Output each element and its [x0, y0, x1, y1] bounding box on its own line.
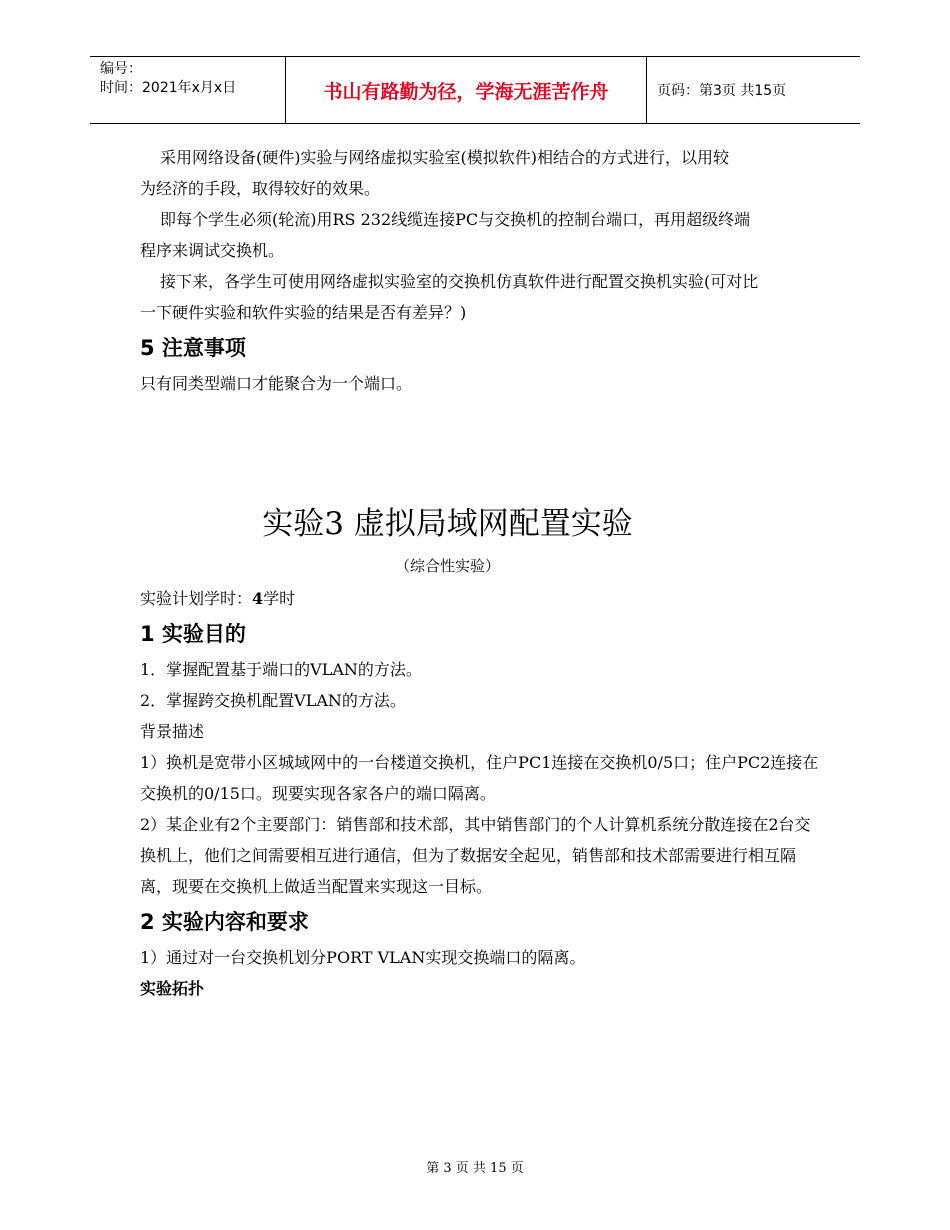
- page-footer: 第 3 页 共 15 页: [426, 1161, 524, 1176]
- hours-unit: 学时: [263, 589, 296, 608]
- section-1-title: 1 实验目的: [140, 622, 246, 646]
- experiment-title: 实验3 虚拟局域网配置实验: [262, 506, 633, 542]
- section-2-title: 2 实验内容和要求: [140, 910, 309, 934]
- section-5-title: 5 注意事项: [140, 336, 246, 360]
- background-label: 背景描述: [140, 722, 205, 741]
- experiment-subtitle: （综合性实验）: [394, 557, 500, 575]
- paragraph-cable: 即每个学生必须(轮流)用RS 232线缆连接PC与交换机的控制台端口，再用超级终端程序来调试交换机。: [140, 210, 751, 260]
- page-header: [90, 56, 860, 124]
- header-page-info: 页码：第3页 共15页: [657, 83, 787, 99]
- aim-item-2: 2．掌握跨交换机配置VLAN的方法。: [140, 691, 406, 710]
- topology-label: 实验拓扑: [140, 979, 205, 998]
- hours-label: 实验计划学时：: [140, 589, 253, 608]
- section-5-text: 只有同类型端口才能聚合为一个端口。: [140, 374, 413, 393]
- background-item-2: 2）某企业有2个主要部门：销售部和技术部，其中销售部门的个人计算机系统分散连接在2台交换机上，他们之间需要相互进行通信，但为了数据安全起见，销售部和技术部需要进行相互隔离，现要在交换机上做适当配置来实现这一目标。: [140, 815, 811, 896]
- header-meta: [90, 57, 285, 123]
- requirement-item-1: 1）通过对一台交换机划分PORT VLAN实现交换端口的隔离。: [140, 948, 586, 967]
- background-item-1: 1）换机是宽带小区城域网中的一台楼道交换机，住户PC1连接在交换机0/5口；住户PC2连接在交换机的0/15口。现要实现各家各户的端口隔离。: [140, 753, 819, 803]
- header-motto: 书山有路勤为径，学海无涯苦作舟: [285, 57, 647, 123]
- hours-value: 4: [252, 589, 264, 608]
- planned-hours: [140, 583, 820, 614]
- paragraph-simulator: 接下来，各学生可使用网络虚拟实验室的交换机仿真软件进行配置交换机实验(可对比一下硬件实验和软件实验的结果是否有差异？): [140, 272, 759, 322]
- paragraph-method: 采用网络设备(硬件)实验与网络虚拟实验室(模拟软件)相结合的方式进行，以用较为经济的手段，取得较好的效果。: [140, 148, 729, 198]
- header-number-label: 编号：: [100, 61, 142, 77]
- aim-item-1: 1．掌握配置基于端口的VLAN的方法。: [140, 660, 422, 679]
- header-date: 时间：2021年x月x日: [100, 80, 237, 96]
- document-body: [140, 142, 820, 1004]
